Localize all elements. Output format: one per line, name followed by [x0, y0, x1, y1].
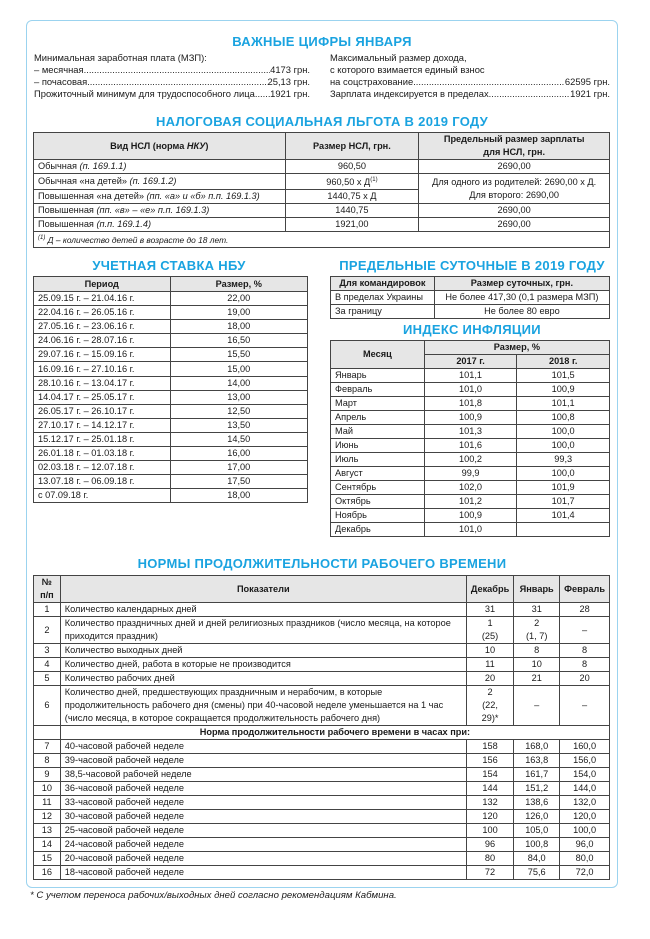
norms-jan: 151,2 [514, 782, 560, 796]
norms-dec: 10 [466, 644, 513, 658]
norms-jan: 31 [514, 603, 560, 617]
nbu-period: 15.12.17 г. – 25.01.18 г. [34, 432, 171, 446]
inflation-month: Апрель [331, 411, 425, 425]
norms-no: 15 [34, 852, 61, 866]
norms-header-dec: Декабрь [466, 576, 513, 603]
max-income-line [330, 76, 610, 88]
table-row [331, 411, 610, 425]
table-row [34, 432, 308, 446]
norms-dec: 80 [466, 852, 513, 866]
nsl-size: 1440,75 х Д [285, 190, 419, 204]
table-row [34, 644, 610, 658]
inflation-month: Январь [331, 369, 425, 383]
norms-header-feb: Февраль [560, 576, 610, 603]
norms-jan: 168,0 [514, 740, 560, 754]
norms-no: 13 [34, 824, 61, 838]
norms-feb: 154,0 [560, 768, 610, 782]
table-row [331, 453, 610, 467]
daily-table [330, 276, 610, 319]
key-figures-right [330, 52, 610, 100]
norms-indicator: 38,5-часовой рабочей неделе [60, 768, 466, 782]
inflation-2018: 100,8 [517, 411, 610, 425]
nsl-size: 1440,75 [285, 204, 419, 218]
norms-indicator: 18-часовой рабочей неделе [60, 866, 466, 880]
nsl-table [33, 132, 610, 248]
nbu-header-period: Период [34, 277, 171, 292]
norms-jan: 126,0 [514, 810, 560, 824]
table-row [34, 740, 610, 754]
daily-trip: За границу [331, 305, 435, 319]
nsl-header-salary: Предельный размер зарплаты для НСЛ, грн. [419, 133, 610, 160]
norms-jan: 84,0 [514, 852, 560, 866]
norms-dec: 72 [466, 866, 513, 880]
table-row [34, 461, 308, 475]
table-row [34, 404, 308, 418]
nsl-type: Повышенная (пп. «в» – «е» п.п. 169.1.3) [34, 204, 286, 218]
nbu-rate: 13,00 [170, 390, 308, 404]
table-row [34, 292, 308, 306]
norms-jan: 8 [514, 644, 560, 658]
norms-indicator: Количество дней, предшествующих праздничным и нерабочим, в которые продолжительность рабочего дня (смены) при 40-часовой неделе уменьшается на 1 час (число месяца, в которое сокращается продолжительность рабочего дня) [60, 686, 466, 726]
table-row [331, 509, 610, 523]
table-row [34, 617, 610, 644]
nsl-salary: 2690,00 [419, 204, 610, 218]
norms-no: 14 [34, 838, 61, 852]
norms-title: НОРМЫ ПРОДОЛЖИТЕЛЬНОСТИ РАБОЧЕГО ВРЕМЕНИ [137, 556, 507, 571]
nsl-size: 960,50 х $Д^{(1)}$ [285, 174, 419, 190]
nbu-rate: 13,50 [170, 418, 308, 432]
table-row [34, 782, 610, 796]
key-figures-title: ВАЖНЫЕ ЦИФРЫ ЯНВАРЯ [232, 34, 412, 49]
mzp-label: Минимальная заработная плата (МЗП): [34, 52, 207, 63]
table-row [34, 447, 308, 461]
norms-feb: 144,0 [560, 782, 610, 796]
daily-header-size: Размер суточных, грн. [434, 277, 609, 291]
table-row [34, 672, 610, 686]
max-income-line1: Максимальный размер дохода, [330, 52, 467, 63]
nbu-header-size: Размер, % [170, 277, 308, 292]
inflation-month: Ноябрь [331, 509, 425, 523]
norms-feb: 28 [560, 603, 610, 617]
norms-indicator: Количество праздничных дней и дней религиозных праздников (число месяца, на которое приходится праздник) [60, 617, 466, 644]
inflation-2018: 101,5 [517, 369, 610, 383]
norms-no: 2 [34, 617, 61, 644]
daily-title: ПРЕДЕЛЬНЫЕ СУТОЧНЫЕ В 2019 ГОДУ [339, 258, 605, 273]
nsl-size: 960,50 [285, 160, 419, 174]
norms-feb: – [560, 617, 610, 644]
table-row [34, 852, 610, 866]
norms-no: 1 [34, 603, 61, 617]
table-row [34, 320, 308, 334]
max-income-label: на соцстрахование [330, 76, 414, 87]
mzp-monthly-value: 4173 грн. [270, 64, 310, 75]
norms-no: 10 [34, 782, 61, 796]
norms-footnote: * С учетом переноса рабочих/выходных дней согласно рекомендациям Кабмина. [30, 890, 397, 901]
inflation-table [330, 340, 610, 537]
table-row [34, 334, 308, 348]
nbu-period: 13.07.18 г. – 06.09.18 г. [34, 475, 171, 489]
nbu-rate: 14,00 [170, 376, 308, 390]
inflation-2018: 99,3 [517, 453, 610, 467]
nbu-header-row [34, 277, 308, 292]
norms-jan: 105,0 [514, 824, 560, 838]
nbu-period: с 07.09.18 г. [34, 489, 171, 503]
daily-header-row [331, 277, 610, 291]
table-row [34, 218, 610, 232]
table-row [331, 495, 610, 509]
daily-value: Не более 80 евро [434, 305, 609, 319]
table-row [34, 754, 610, 768]
nbu-period: 24.06.16 г. – 28.07.16 г. [34, 334, 171, 348]
inflation-month: Декабрь [331, 523, 425, 537]
daily-header-trip: Для командировок [331, 277, 435, 291]
norms-no: 4 [34, 658, 61, 672]
norms-indicator: 39-часовой рабочей неделе [60, 754, 466, 768]
norms-no: 11 [34, 796, 61, 810]
norms-indicator: 33-часовой рабочей неделе [60, 796, 466, 810]
key-figures-left [34, 52, 310, 100]
inflation-2017: 101,0 [424, 383, 517, 397]
mzp-monthly-line [34, 64, 310, 76]
table-row [34, 603, 610, 617]
table-row [331, 425, 610, 439]
nbu-period: 26.01.18 г. – 01.03.18 г. [34, 447, 171, 461]
inflation-month: Июль [331, 453, 425, 467]
table-row [34, 866, 610, 880]
norms-indicator: Количество календарных дней [60, 603, 466, 617]
nbu-period: 27.10.17 г. – 14.12.17 г. [34, 418, 171, 432]
norms-jan: – [514, 686, 560, 726]
nbu-period: 16.09.16 г. – 27.10.16 г. [34, 362, 171, 376]
inflation-header-size: Размер, % [424, 341, 609, 355]
subsistence-label: Прожиточный минимум для трудоспособного лица [34, 88, 255, 99]
norms-feb: 120,0 [560, 810, 610, 824]
norms-jan: 163,8 [514, 754, 560, 768]
norms-no: 6 [34, 686, 61, 726]
table-row [34, 204, 610, 218]
table-row [331, 305, 610, 319]
norms-dec: 154 [466, 768, 513, 782]
max-income-value: 62595 грн. [564, 76, 610, 87]
inflation-title: ИНДЕКС ИНФЛЯЦИИ [403, 322, 541, 337]
mzp-hourly-value: 25,13 грн. [267, 76, 310, 87]
norms-no: 12 [34, 810, 61, 824]
norms-feb: 100,0 [560, 824, 610, 838]
mzp-monthly-label: – месячная [34, 64, 84, 75]
norms-dec: 132 [466, 796, 513, 810]
inflation-2018: 100,0 [517, 439, 610, 453]
daily-value: Не более 417,30 (0,1 размера МЗП) [434, 291, 609, 305]
norms-dec: 11 [466, 658, 513, 672]
table-row [34, 658, 610, 672]
inflation-2017: 101,0 [424, 523, 517, 537]
table-row [34, 824, 610, 838]
norms-jan: 10 [514, 658, 560, 672]
mzp-hourly-label: – почасовая [34, 76, 88, 87]
inflation-2017: 99,9 [424, 467, 517, 481]
table-row [331, 397, 610, 411]
norms-no: 16 [34, 866, 61, 880]
norms-subheader: Норма продолжительности рабочего времени в часах при: [60, 726, 609, 740]
inflation-2018: 100,0 [517, 467, 610, 481]
table-row [34, 362, 308, 376]
nbu-period: 14.04.17 г. – 25.05.17 г. [34, 390, 171, 404]
nbu-table [33, 276, 308, 503]
nbu-rate: 15,50 [170, 348, 308, 362]
nbu-period: 28.10.16 г. – 13.04.17 г. [34, 376, 171, 390]
nsl-note: $^{(1)}$ Д – количество детей в возрасте до 18 лет. [34, 232, 610, 248]
table-row [331, 369, 610, 383]
nbu-period: 29.07.16 г. – 15.09.16 г. [34, 348, 171, 362]
max-income-line2: с которого взимается единый взнос [330, 64, 485, 75]
norms-no: 7 [34, 740, 61, 754]
inflation-2018: 101,9 [517, 481, 610, 495]
norms-no: 8 [34, 754, 61, 768]
norms-indicator: 30-часовой рабочей неделе [60, 810, 466, 824]
inflation-2018: 101,7 [517, 495, 610, 509]
nsl-salary: 2690,00 [419, 218, 610, 232]
inflation-2017: 101,3 [424, 425, 517, 439]
nbu-rate: 16,00 [170, 447, 308, 461]
inflation-2017: 101,6 [424, 439, 517, 453]
nbu-rate: 18,00 [170, 320, 308, 334]
norms-indicator: Количество выходных дней [60, 644, 466, 658]
nsl-type: Обычная «на детей» (п. 169.1.2) [34, 174, 286, 190]
norms-jan: 21 [514, 672, 560, 686]
norms-jan: 2 (1, 7) [514, 617, 560, 644]
inflation-month: Сентябрь [331, 481, 425, 495]
nsl-type: Повышенная «на детей» (пп. «а» и «б» п.п. 169.1.3) [34, 190, 286, 204]
inflation-2017: 100,9 [424, 509, 517, 523]
nsl-salary: 2690,00 [419, 160, 610, 174]
norms-dec: 20 [466, 672, 513, 686]
norms-indicator: 40-часовой рабочей неделе [60, 740, 466, 754]
norms-feb: – [560, 686, 610, 726]
norms-dec: 100 [466, 824, 513, 838]
norms-dec: 120 [466, 810, 513, 824]
norms-dec: 31 [466, 603, 513, 617]
table-row [34, 489, 308, 503]
table-row [331, 383, 610, 397]
norms-no: 9 [34, 768, 61, 782]
norms-indicator: Количество рабочих дней [60, 672, 466, 686]
table-row [331, 291, 610, 305]
inflation-2017: 100,9 [424, 411, 517, 425]
nsl-type: Обычная (п. 169.1.1) [34, 160, 286, 174]
norms-jan: 100,8 [514, 838, 560, 852]
table-row [34, 174, 610, 190]
norms-feb: 96,0 [560, 838, 610, 852]
inflation-month: Октябрь [331, 495, 425, 509]
table-row [331, 439, 610, 453]
norms-feb: 8 [560, 658, 610, 672]
table-row [34, 232, 610, 248]
inflation-2018 [517, 523, 610, 537]
norms-header-jan: Январь [514, 576, 560, 603]
subsistence-value: 1921 грн. [270, 88, 310, 99]
table-row [34, 376, 308, 390]
table-row [34, 796, 610, 810]
mzp-hourly-line [34, 76, 310, 88]
nbu-rate: 16,50 [170, 334, 308, 348]
norms-indicator: 36-часовой рабочей неделе [60, 782, 466, 796]
nsl-type: Повышенная (п.п. 169.1.4) [34, 218, 286, 232]
inflation-2017: 101,1 [424, 369, 517, 383]
inflation-month: Август [331, 467, 425, 481]
nbu-rate: 17,00 [170, 461, 308, 475]
inflation-month: Июнь [331, 439, 425, 453]
table-row [331, 481, 610, 495]
norms-no: 3 [34, 644, 61, 658]
table-row [331, 467, 610, 481]
nsl-header-type: Вид НСЛ (норма НКУ) [34, 133, 286, 160]
inflation-2017: 101,8 [424, 397, 517, 411]
norms-feb: 72,0 [560, 866, 610, 880]
norms-indicator: Количество дней, работа в которые не производится [60, 658, 466, 672]
nbu-period: 02.03.18 г. – 12.07.18 г. [34, 461, 171, 475]
indexation-value: 1921 грн. [570, 88, 610, 99]
table-row [34, 810, 610, 824]
norms-dec: 1 (25) [466, 617, 513, 644]
inflation-2018: 100,0 [517, 425, 610, 439]
inflation-month: Май [331, 425, 425, 439]
norms-jan: 161,7 [514, 768, 560, 782]
inflation-header-month: Месяц [331, 341, 425, 369]
inflation-2017: 102,0 [424, 481, 517, 495]
indexation-line [330, 88, 610, 100]
nsl-title: НАЛОГОВАЯ СОЦИАЛЬНАЯ ЛЬГОТА В 2019 ГОДУ [155, 114, 489, 129]
norms-header-indicator: Показатели [60, 576, 466, 603]
nbu-period: 22.04.16 г. – 26.05.16 г. [34, 306, 171, 320]
nbu-rate: 14,50 [170, 432, 308, 446]
table-row [34, 418, 308, 432]
norms-feb: 156,0 [560, 754, 610, 768]
inflation-header-row [331, 341, 610, 355]
nsl-salary-children: Для одного из родителей: 2690,00 х Д. Для второго: 2690,00 [419, 174, 610, 204]
nbu-rate: 15,00 [170, 362, 308, 376]
inflation-header-2018: 2018 г. [517, 355, 610, 369]
norms-dec: 156 [466, 754, 513, 768]
nsl-size: 1921,00 [285, 218, 419, 232]
norms-header-no: № п/п [34, 576, 61, 603]
norms-feb: 160,0 [560, 740, 610, 754]
table-row [34, 306, 308, 320]
norms-feb: 132,0 [560, 796, 610, 810]
norms-feb: 80,0 [560, 852, 610, 866]
indexation-label: Зарплата индексируется в пределах [330, 88, 489, 99]
nbu-period: 27.05.16 г. – 23.06.16 г. [34, 320, 171, 334]
table-row [34, 160, 610, 174]
inflation-2017: 101,2 [424, 495, 517, 509]
nbu-period: 26.05.17 г. – 26.10.17 г. [34, 404, 171, 418]
nbu-rate: 12,50 [170, 404, 308, 418]
nbu-rate: 18,00 [170, 489, 308, 503]
table-row [34, 390, 308, 404]
norms-dec: 144 [466, 782, 513, 796]
inflation-month: Март [331, 397, 425, 411]
table-row [331, 523, 610, 537]
inflation-header-2017: 2017 г. [424, 355, 517, 369]
norms-header-row [34, 576, 610, 603]
norms-dec: 158 [466, 740, 513, 754]
nsl-header-row [34, 133, 610, 160]
inflation-2018: 100,9 [517, 383, 610, 397]
norms-indicator: 24-часовой рабочей неделе [60, 838, 466, 852]
subsistence-line [34, 88, 310, 100]
norms-table [33, 575, 610, 880]
norms-dec: 2 (22, 29)* [466, 686, 513, 726]
table-row [34, 475, 308, 489]
norms-feb: 20 [560, 672, 610, 686]
inflation-2017: 100,2 [424, 453, 517, 467]
table-row [34, 768, 610, 782]
table-row [34, 838, 610, 852]
norms-subheader-empty [34, 726, 61, 740]
inflation-2018: 101,1 [517, 397, 610, 411]
nbu-rate: 19,00 [170, 306, 308, 320]
daily-trip: В пределах Украины [331, 291, 435, 305]
table-row [34, 686, 610, 726]
table-row [34, 348, 308, 362]
norms-subheader-row [34, 726, 610, 740]
nsl-header-size: Размер НСЛ, грн. [285, 133, 419, 160]
norms-indicator: 25-часовой рабочей неделе [60, 824, 466, 838]
norms-jan: 138,6 [514, 796, 560, 810]
nbu-period: 25.09.15 г. – 21.04.16 г. [34, 292, 171, 306]
nbu-rate: 22,00 [170, 292, 308, 306]
nbu-rate: 17,50 [170, 475, 308, 489]
norms-indicator: 20-часовой рабочей неделе [60, 852, 466, 866]
nbu-title: УЧЕТНАЯ СТАВКА НБУ [92, 258, 246, 273]
norms-no: 5 [34, 672, 61, 686]
norms-dec: 96 [466, 838, 513, 852]
inflation-month: Февраль [331, 383, 425, 397]
norms-jan: 75,6 [514, 866, 560, 880]
inflation-2018: 101,4 [517, 509, 610, 523]
norms-feb: 8 [560, 644, 610, 658]
